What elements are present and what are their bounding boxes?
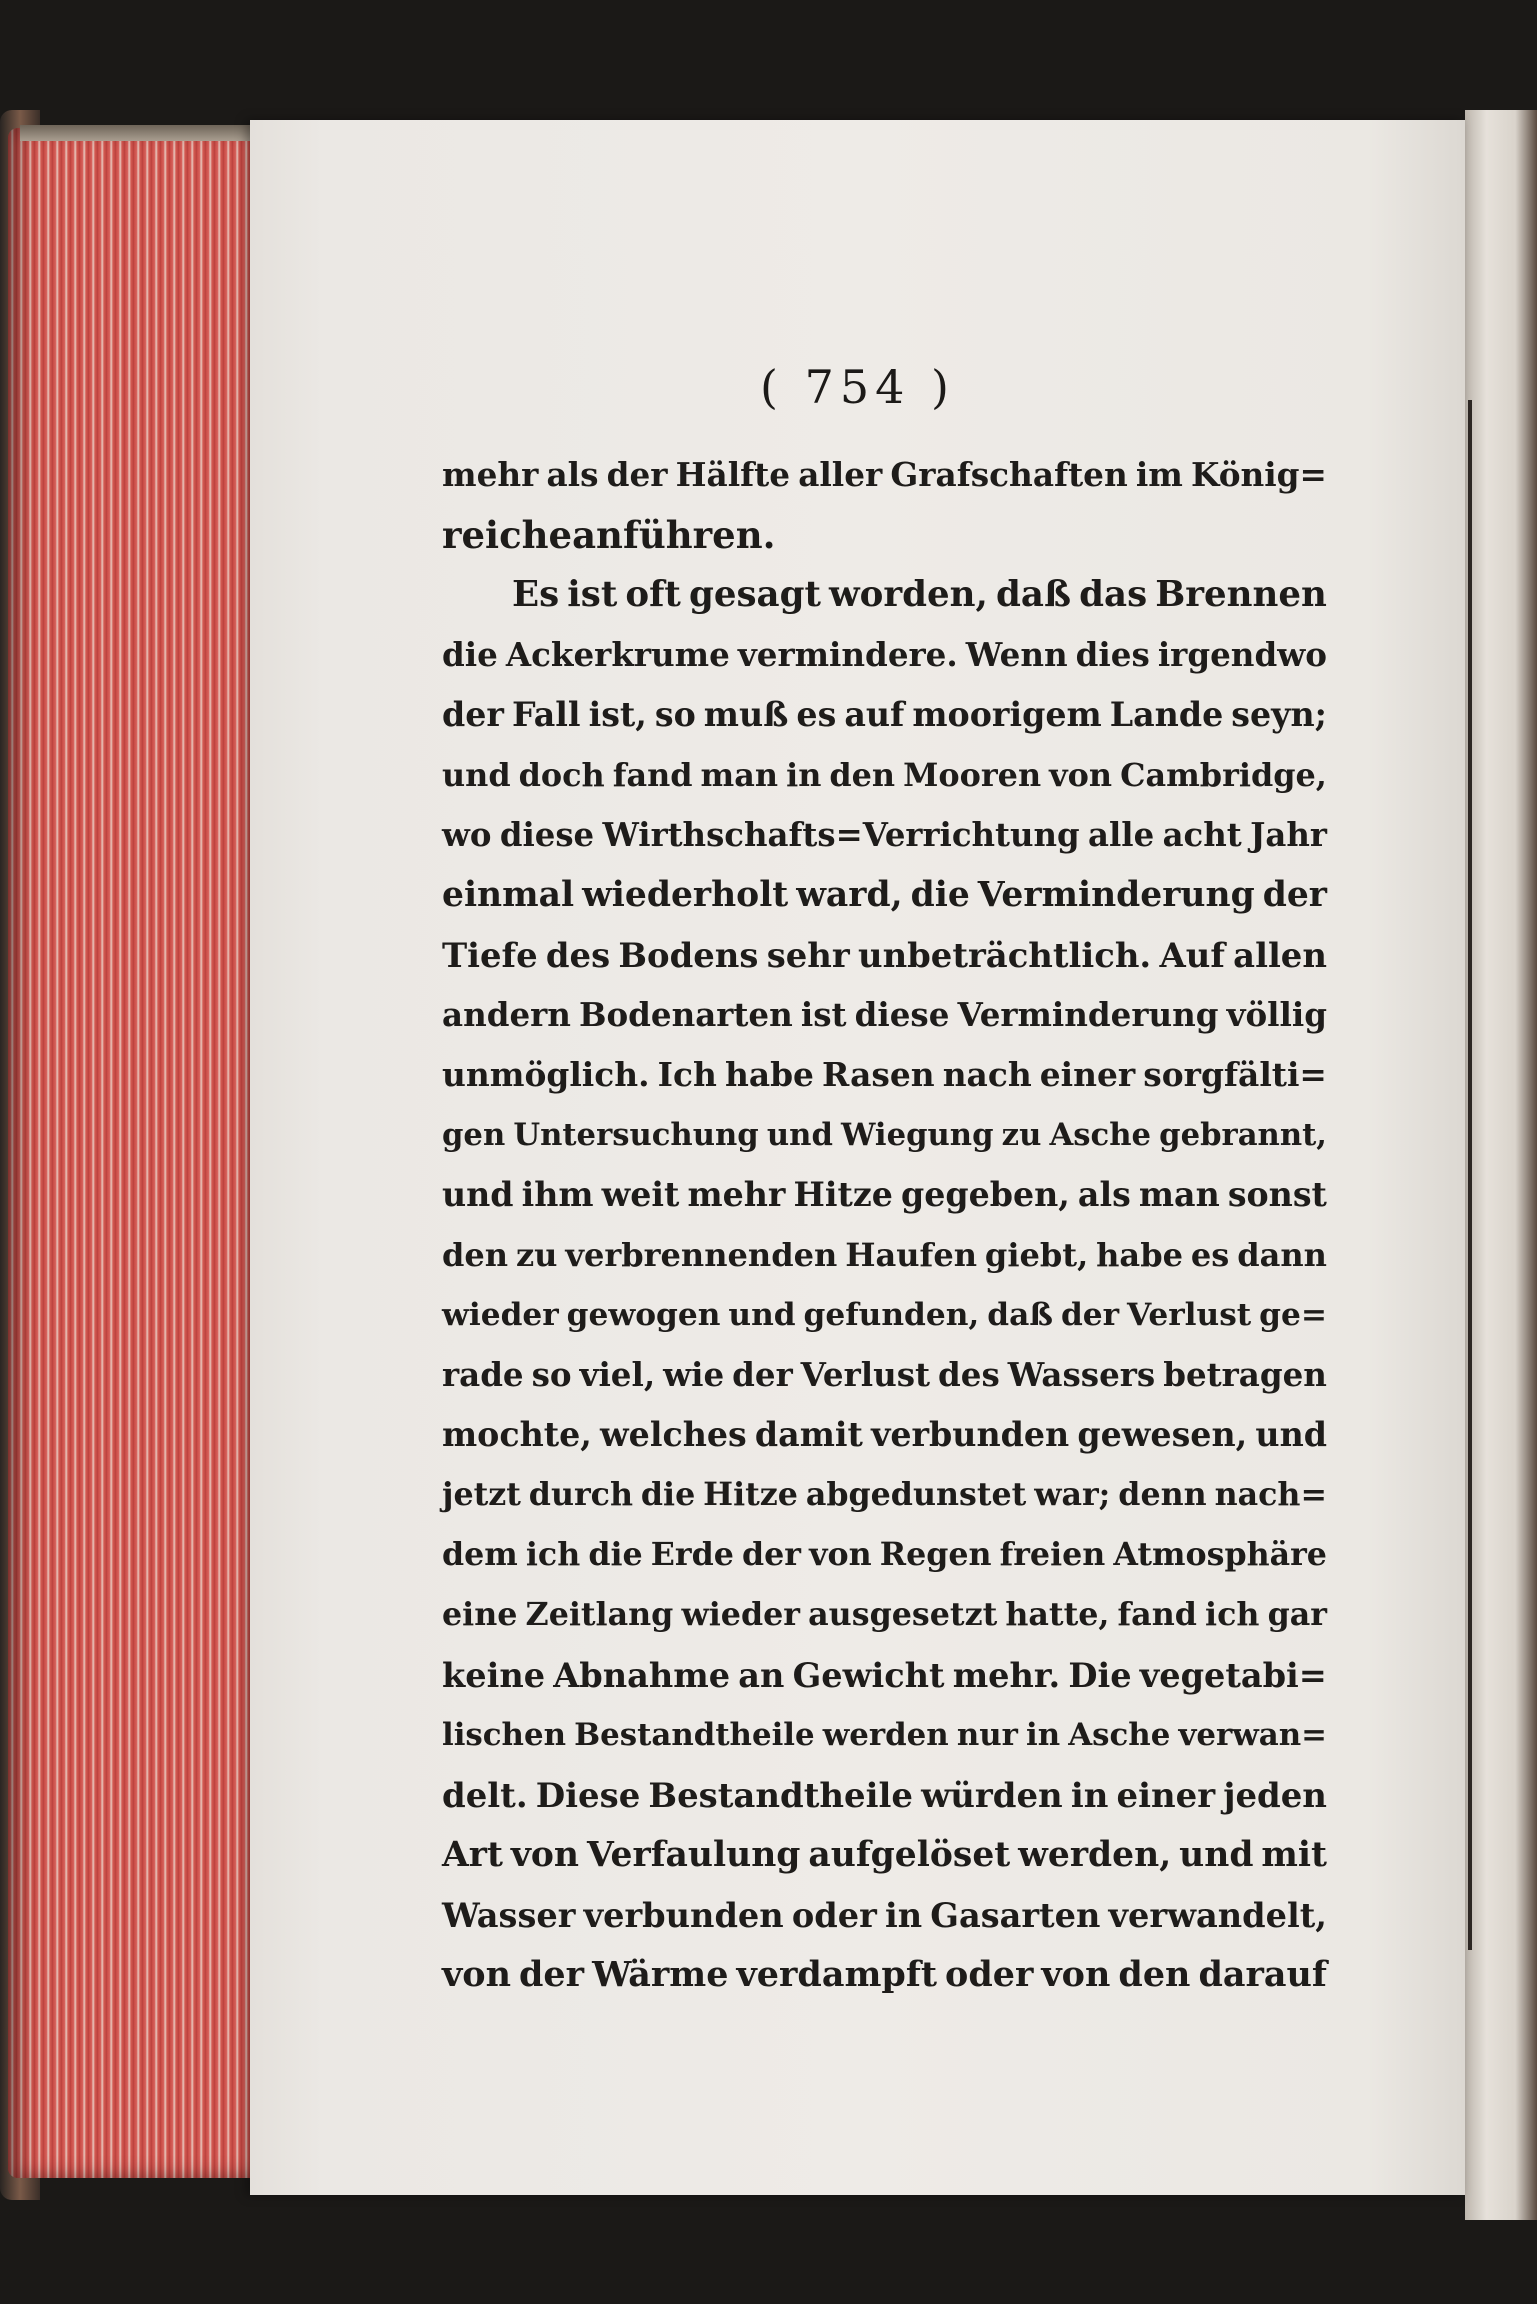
word: welches [600,1415,747,1454]
text-line [442,1405,1327,1465]
text-line [442,1225,1327,1285]
word: Bodens [618,935,759,975]
word: man [1138,1175,1220,1214]
word: verwan= [1178,1717,1327,1753]
word: Bestandtheile [648,1775,913,1815]
word: jeden [1223,1775,1327,1815]
word: Hitze [793,1175,893,1214]
word: unmöglich. [442,1055,650,1094]
word: moorigem [912,695,1102,734]
word: gewogen [566,1297,721,1333]
word: Asche [1068,1717,1171,1753]
word: reiche [442,513,573,557]
word: andern [442,995,571,1034]
word: abgedunstet [805,1476,1027,1513]
text-line [442,805,1327,865]
word: den [442,1236,509,1274]
word: sonst [1227,1175,1327,1214]
word: Hälfte [675,455,791,494]
word: oder [945,1954,1034,1995]
word: und [1255,1415,1327,1454]
word: Cambridge, [1120,756,1327,794]
word: Gasarten [930,1895,1101,1935]
text-line [442,625,1327,685]
word: mehr [687,1175,786,1214]
text-line [442,565,1327,625]
word: anführen. [572,513,776,557]
word: Asche [1049,1117,1152,1153]
word: mochte, [442,1415,592,1454]
word: Ich [657,1055,717,1094]
word: wo [442,816,492,854]
word: von [1041,1954,1111,1995]
word: Diese [535,1775,641,1815]
word: ich [525,1536,581,1573]
word: vegetabi= [1139,1655,1327,1695]
word: Wiegung [841,1117,994,1153]
word: Abnahme [553,1655,731,1695]
word: der [442,695,504,734]
text-line [442,985,1327,1045]
word: des [938,1355,1000,1394]
word: gen [442,1117,506,1153]
word: und [442,756,511,794]
word: die [640,1476,696,1513]
word: Auf [1159,935,1225,975]
word: lischen [442,1717,566,1753]
word: delt. [442,1775,528,1815]
word: viel, [579,1355,656,1394]
word: verbunden [583,1895,784,1935]
word: Verlust [1127,1297,1252,1333]
word: Wenn [965,635,1068,674]
word: betragen [1163,1355,1327,1394]
word: wiederholt [582,875,789,915]
body-text [442,445,1327,2005]
word: Wassers [1007,1355,1156,1394]
word: Art [442,1835,503,1875]
word: in [1070,1775,1109,1815]
text-line [442,1825,1327,1885]
word: habe [724,1055,814,1094]
word: Haufen [845,1236,978,1274]
word: die [442,635,498,674]
word: Untersuchung [513,1117,759,1153]
word: Rasen [822,1055,935,1094]
facing-page-edge [1465,110,1537,2220]
text-line [442,1945,1327,2005]
text-line [442,1045,1327,1105]
word: wieder [681,1596,801,1633]
text-line [442,1165,1327,1225]
word: der [519,1954,585,1995]
word: des [545,935,611,975]
word: diese [499,816,595,854]
word: irgendwo [1157,635,1327,674]
word: oder [791,1895,877,1935]
word: König= [1191,455,1327,494]
word: Grafschaften [890,455,1128,494]
word: als [546,455,599,494]
word: worden, [829,574,988,615]
word: in [1026,1717,1061,1753]
word: darauf [1198,1954,1327,1995]
word: gebrannt, [1159,1117,1327,1153]
word: oft [625,574,681,615]
word: von [1049,756,1113,794]
word: Jahr [1250,816,1327,854]
word: würden [921,1775,1063,1815]
word: verbrennenden [565,1236,838,1274]
word: habe [1096,1236,1183,1274]
word: einmal [442,875,575,915]
word: war; [1034,1476,1111,1513]
word: acht [1162,816,1242,854]
word: denn [1118,1476,1207,1513]
word: verwandelt, [1108,1895,1327,1935]
page-edges-top [20,125,250,141]
word: weit [601,1175,680,1214]
text-line [442,1885,1327,1945]
text-line [442,745,1327,805]
word: daß [996,574,1072,615]
word: Wasser [442,1895,576,1935]
text-line [442,1705,1327,1765]
word: der [742,1536,801,1573]
word: ist, [588,695,647,734]
word: unbeträchtlich. [857,935,1152,975]
text-line [442,865,1327,925]
word: seyn; [1231,695,1327,734]
word: Die [1068,1655,1132,1695]
word: diese [854,995,950,1034]
word: sorgfälti= [1143,1055,1327,1094]
word: keine [442,1655,546,1695]
word: dem [442,1536,518,1573]
word: so [531,1355,572,1394]
word: Regen [879,1536,992,1573]
word: der [732,1355,793,1394]
word: und [1179,1835,1254,1875]
word: es [796,695,837,734]
word: von [809,1536,872,1573]
word: Brennen [1155,574,1327,615]
text-line [442,1345,1327,1405]
word: Erde [650,1536,734,1573]
word: wieder [442,1297,559,1333]
text-line [442,1465,1327,1525]
word: ausgesetzt [808,1596,998,1633]
word: freien [999,1536,1106,1573]
word: einer [1116,1775,1216,1815]
word: die [588,1536,643,1573]
word: ich [1205,1596,1260,1633]
word: Verminderung [977,875,1255,915]
text-line [442,1765,1327,1825]
word: den [1118,1954,1191,1995]
word: Mooren [903,756,1042,794]
word: rade [442,1355,524,1394]
word: nach [942,1055,1032,1094]
word: Verminderung [957,995,1219,1034]
word: Wirthschafts=Verrichtung [602,816,1080,854]
word: eine [442,1596,518,1633]
word: nur [956,1717,1018,1753]
word: hatte, [1005,1596,1110,1633]
word: auf [844,695,905,734]
word: verdampft [736,1954,937,1995]
word: fand [1117,1596,1197,1633]
word: damit [754,1415,863,1454]
word: in [786,756,822,794]
word: fand [612,756,693,794]
word: der [1262,875,1327,915]
word: Hitze [703,1476,798,1513]
word: verbunden [871,1415,1070,1454]
word: Verfaulung [586,1835,801,1875]
word: Bestandtheile [574,1717,815,1753]
word: muß [703,695,789,734]
text-line [442,445,1327,505]
word: Wärme [592,1954,729,1995]
word: das [1079,574,1148,615]
page-number-header: ( 754 ) [760,360,955,414]
word: Gewicht [792,1655,945,1695]
word: jetzt [442,1476,521,1513]
word: als [1077,1175,1131,1214]
word: nach= [1214,1476,1327,1513]
word: Zeitlang [525,1596,674,1633]
text-line [442,685,1327,745]
word: gesagt [689,574,821,615]
word: aufgelöset [808,1835,1011,1875]
word: Ackerkrume [505,635,730,674]
word: Tiefe [442,935,538,975]
text-line [442,1645,1327,1705]
word: mit [1261,1835,1327,1875]
word: werden, [1018,1835,1172,1875]
word: Bodenarten [578,995,793,1034]
word: werden [822,1717,949,1753]
text-line [442,925,1327,985]
word: und [442,1175,514,1214]
text-line [442,1585,1327,1645]
word: zu [1001,1117,1042,1153]
word: sehr [766,935,850,975]
word: ist [567,574,618,615]
word: gar [1267,1596,1327,1633]
word: allen [1233,935,1327,975]
word: aller [798,455,883,494]
word: zu [515,1236,558,1274]
word: Atmosphäre [1113,1536,1327,1573]
word: von [510,1835,580,1875]
word: Es [512,574,560,615]
word: wie [663,1355,725,1394]
word: in [884,1895,923,1935]
word: den [829,756,896,794]
word: durch [528,1476,633,1513]
word: ge= [1259,1297,1327,1333]
word: im [1135,455,1183,494]
word: ward, [796,875,903,915]
word: mehr. [952,1655,1061,1695]
word: man [700,756,779,794]
word: von [442,1954,511,1995]
word: vermindere. [737,635,958,674]
word: der [606,455,668,494]
word: gewesen, [1077,1415,1248,1454]
word: gefunden, [803,1297,980,1333]
word: an [738,1655,785,1695]
word: Fall [511,695,581,734]
facing-page-gutter [1468,400,1472,1950]
word: gegeben, [901,1175,1070,1214]
text-line [442,1525,1327,1585]
word: einer [1039,1055,1136,1094]
word: völlig [1226,995,1327,1034]
text-line [442,1105,1327,1165]
text-line [442,505,1327,565]
word: dann [1237,1236,1327,1274]
text-line [442,1285,1327,1345]
word: und [766,1117,833,1153]
word: dies [1075,635,1150,674]
word: daß [987,1297,1054,1333]
word: die [910,875,970,915]
word: und [728,1297,796,1333]
word: es [1190,1236,1230,1274]
word: ist [800,995,847,1034]
word: der [1060,1297,1120,1333]
word: mehr [442,455,539,494]
book-page [250,120,1465,2195]
word: so [654,695,696,734]
word: alle [1088,816,1155,854]
word: ihm [521,1175,594,1214]
word: Lande [1109,695,1224,734]
word: doch [518,756,605,794]
page-edges [8,128,270,2178]
word: giebt, [984,1236,1089,1274]
word: Verlust [800,1355,931,1394]
